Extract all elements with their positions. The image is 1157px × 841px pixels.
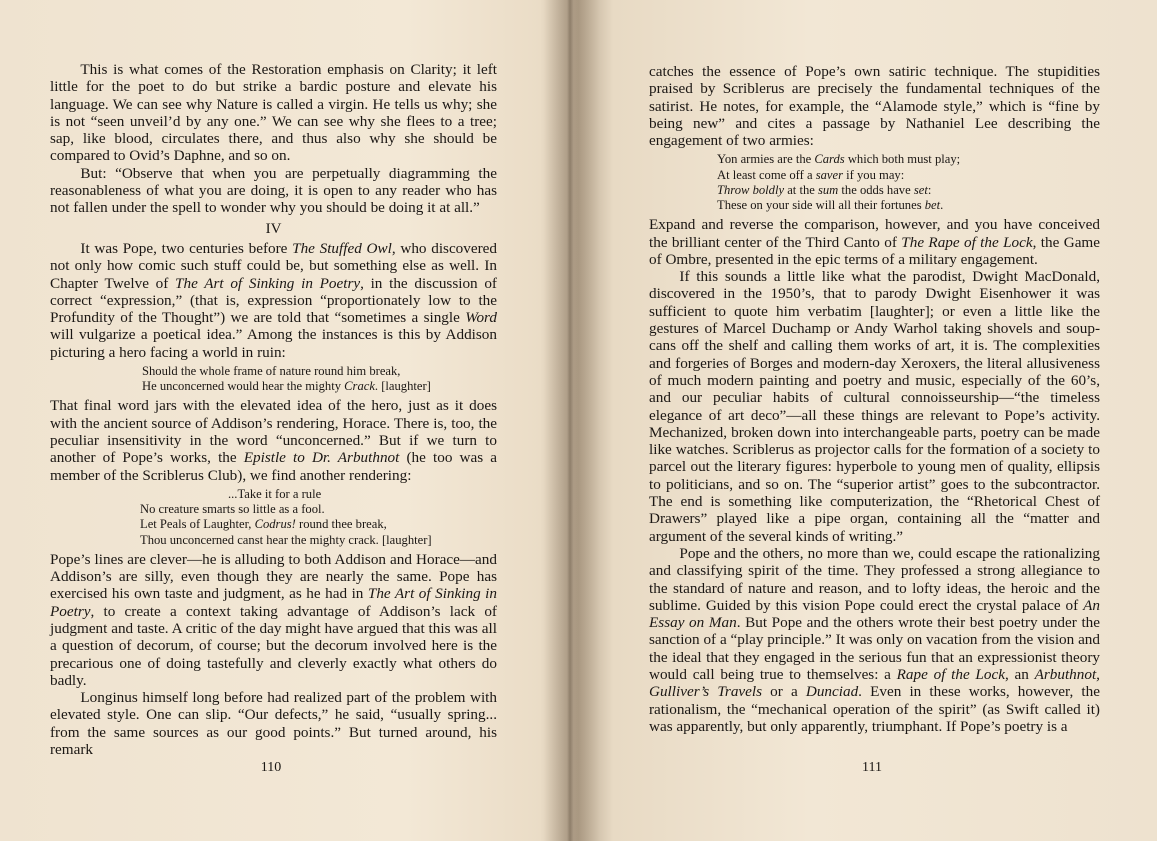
right-paragraph-3: If this sounds a little like what the parodist, Dwight MacDonald, discovered in the 1950’s, that to parody Dwight Eisenhower it was sufficient to quote him verbatim [laughter]; or even a little like the gestures of Marcel Duchamp or Andy Warhol taking shovels and soup-cans off the shelf and calling them works of art, it is. The complexities and forgeries of Borges and modern-day Xeroxers, the literal allusiveness of much modern painting and poetry and music, especially of the 60’s, and our peculiar habits of cultural connoisseurship—“the timeless elegance of art deco”—all these things are relevant to Pope’s activity. Mechanized, broken down into interchangeable parts, poetry can be made like watches. Scriblerus as projector calls for the formation of a society to parcel out the literary figures: hyperbole to young men of quality, ellipsis to politicians, and so on. The “superior artist” goes to the subcontractor. The end is something like computerization, the “Rhetorical Chest of Drawers” played like a pipe organ, containing all the “matter and argument of the several kinds of writing.” [649,268,1100,545]
book-title: The Stuffed Owl [292,239,392,257]
text-run: (he too was a member of the Scriblerus Club), we find another rendering: [50,449,497,484]
verse-line [717,152,1100,167]
right-paragraph-4 [649,545,1100,735]
right-paragraph-2 [649,216,1100,268]
verse-line: Thou unconcerned canst hear the mighty crack. [laughter] [140,532,432,547]
verse-quote-lee [649,152,1100,213]
text-run: , an [1004,666,1035,684]
text-run: or a [762,683,806,701]
book-title: Epistle to Dr. Arbuthnot [243,449,400,467]
page-number-left: 110 [260,760,282,775]
text-run: the odds have [838,182,914,197]
text-run: Yon armies are the [717,152,815,167]
text-run: which both must play; [844,152,961,167]
emphasis: Codrus! [254,517,296,532]
verse-line [717,198,1100,213]
right-page [580,0,1157,841]
text-run: at the [784,182,818,197]
emphasis: Crack [344,379,375,394]
book-title: Rape of the Lock [896,666,1005,684]
left-paragraph-2: But: “Observe that when you are perpetually diagramming the reasonableness of what you are doing, it is open to any reader who has not fallen under the spell to wonder why you should be doing it at all.” [50,164,497,217]
text-run: , who discovered not only how comic such stuff could be, but something else as well. In Chapter Twelve of [50,239,498,292]
verse-line [717,183,1100,198]
book-title: The Rape of the Lock [901,233,1033,251]
book-title: The Art of Sinking in Poetry [50,585,497,620]
book-title: The Art of Sinking in Poetry [175,274,361,292]
emphasis: Throw boldly [717,182,785,197]
left-paragraph-3 [50,240,497,361]
text-run: Expand and reverse the comparison, however, and you have conceived the brilliant center of the Third Canto of [649,216,1100,251]
left-paragraph-6: Longinus himself long before had realized part of the problem with elevated style. One can slip. “Our defects,” he said, “usually spring... from the same sources as our good points.” But turned around, his remark [50,689,497,759]
left-paragraph-4 [50,397,497,483]
text-run: . Even in these works, however, the rationalism, the “mechanical operation of the spirit” (as Swift called it) was apparently, but only apparently, triumphant. If Pope’s poetry is a [649,683,1100,735]
left-page-body [50,61,497,758]
verse-line [142,379,497,394]
right-page-body [649,63,1100,735]
book-title: Dunciad [805,683,859,701]
verse-line: No creature smarts so little as a fool. [140,502,325,517]
page-number-right: 111 [862,760,882,775]
emphasis: Word [465,309,497,327]
book-title: Arbuthnot, Gulliver’s Travels [649,666,1100,701]
text-run: , the Game of Ombre, presented in the epic terms of a military engagement. [649,233,1100,268]
text-run: . But Pope and the others wrote their best poetry under the sanction of a “play principle.” It was only on vacation from the vision and the ideal that they engaged in the serious fun that an expressionist theory would call being true to themselves: a [649,614,1100,684]
left-paragraph-1: This is what comes of the Restoration emphasis on Clarity; it left little for the poet to do but strike a bardic posture and elevate his language. We can see why Nature is called a virgin. He tells us why; she is not “seen unveil’d by any one.” We can see why she flees to a tree; sap, like blood, circulates there, and thus also why she should be compared to Ovid’s Daphne, and so on. [50,61,497,165]
text-run: . [laughter] [374,379,431,394]
book-title: An Essay on Man [649,596,1100,632]
text-run: round thee break, [295,517,387,532]
verse-line [140,517,497,532]
verse-quote-pope [50,487,497,548]
emphasis: sum [817,182,839,197]
emphasis: Cards [814,152,845,167]
text-run: , in the discussion of correct “expression,” (that is, expression “proportionately low to the Profundity of the Thought”) we are told that “sometimes a single [50,274,497,327]
verse-line: Should the whole frame of nature round him break, [142,364,401,379]
left-paragraph-5 [50,551,497,689]
text-run: . [940,198,944,213]
text-run: Pope’s lines are clever—he is alluding to both Addison and Horace—and Addison’s are silly, even though they are nearly the same. Pope has exercised his own taste and judgment, as he had in [50,550,497,603]
left-page [0,0,570,841]
emphasis: set [913,182,928,197]
text-run: These on your side will all their fortunes [717,198,925,213]
emphasis: saver [815,167,844,182]
verse-quote-addison [50,364,497,394]
text-run: That final word jars with the elevated idea of the hero, just as it does with the ancient source of Addison’s rendering, Horace. There is, too, the peculiar insensitivity in the word “unconcerned.” But if we turn to another of Pope’s works, the [50,397,497,467]
text-run: will vulgarize a poetical idea.” Among the instances is this by Addison picturing a hero facing a world in ruin: [50,326,497,361]
text-run: , to create a context taking advantage of Addison’s lack of judgment and taste. A critic of the day might have argued that this was all a question of decorum, of course; but the decorum involved here is the precarious one of doing tastefully and cleverly exactly what others do badly. [50,602,497,689]
text-run: Pope and the others, no more than we, could escape the rationalizing and classifying spirit of the time. They professed a strong allegiance to the standard of nature and reason, and to lofty ideas, the heroic and the sublime. Guided by this vision Pope could erect the crystal palace of [649,544,1100,614]
text-run: He unconcerned would hear the mighty [142,379,345,394]
emphasis: bet [924,198,941,213]
section-heading: IV [265,220,282,237]
text-run: At least come off a [717,167,816,182]
text-run: It was Pope, two centuries before [80,239,293,257]
right-paragraph-1: catches the essence of Pope’s own satiric technique. The stupidities praised by Scriblerus are precisely the fundamental techniques of the satirist. He notes, for example, the “Alamode style,” which is “fine by being new” and cites a passage by Nathaniel Lee describing the engagement of two armies: [649,63,1100,150]
verse-line [717,168,1100,183]
text-run: if you may: [843,167,905,182]
verse-line: ...Take it for a rule [228,486,322,501]
text-run: Let Peals of Laughter, [140,517,255,532]
text-run: : [927,182,932,197]
